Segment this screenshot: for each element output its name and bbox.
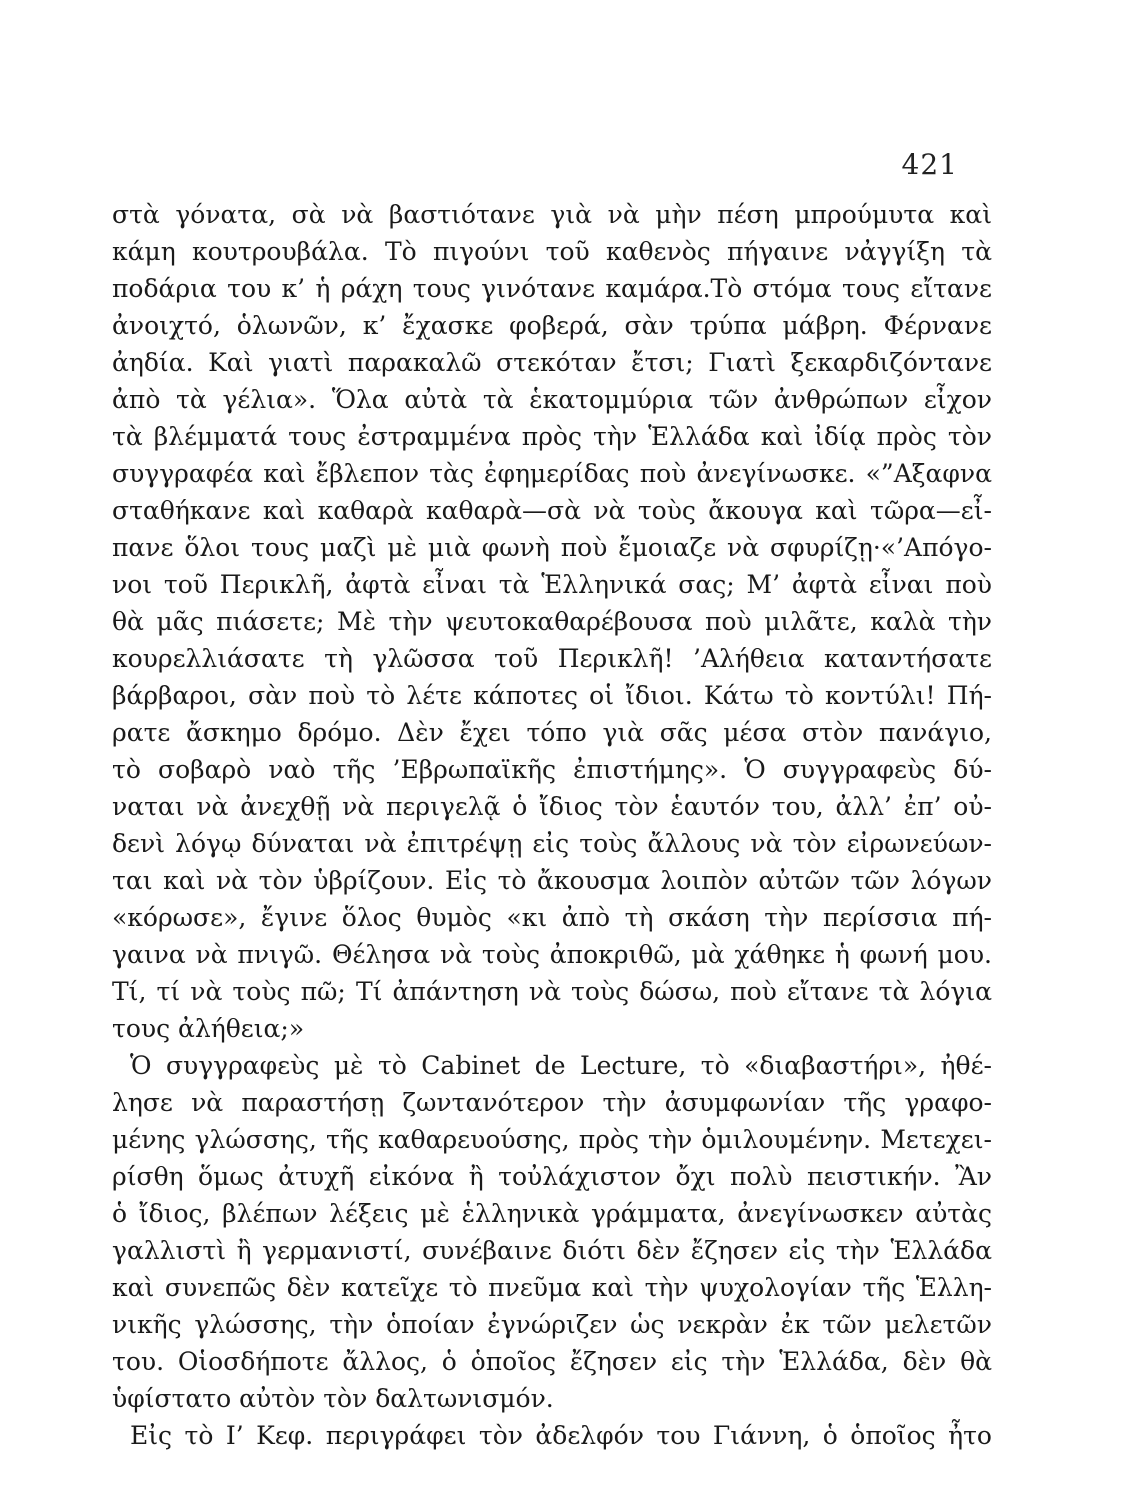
text-line: ρατε ἄσκημο δρόμο. Δὲν ἔχει τόπο γιὰ σᾶς μέσα στὸν πανάγιο,	[112, 718, 992, 747]
text-line: Εἰς τὸ Ι’ Κεφ. περιγράφει τὸν ἀδελφόν του Γιάννη, ὁ ὁποῖος ἦτο	[130, 1421, 992, 1450]
text-line: ναται νὰ ἀνεχθῇ νὰ περιγελᾷ ὁ ἴδιος τὸν ἑαυτόν του, ἀλλ’ ἐπ’ οὐ-	[112, 792, 992, 821]
body-text	[112, 196, 992, 1454]
text-line: ὑφίστατο αὐτὸν τὸν δαλτωνισμόν.	[112, 1384, 554, 1413]
text-line: Τί, τί νὰ τοὺς πῶ; Τί ἀπάντηση νὰ τοὺς δώσω, ποὺ εἴτανε τὰ λόγια	[112, 977, 992, 1006]
text-line: ται καὶ νὰ τὸν ὑβρίζουν. Εἰς τὸ ἄκουσμα λοιπὸν αὐτῶν τῶν λόγων	[112, 866, 992, 895]
text-line: ἀπὸ τὰ γέλια». Ὅλα αὐτὰ τὰ ἑκατομμύρια τῶν ἀνθρώπων εἶχον	[112, 385, 992, 414]
text-line: νοι τοῦ Περικλῆ, ἀφτὰ εἶναι τὰ Ἑλληνικά σας; Μ’ ἀφτὰ εἶναι ποὺ	[112, 570, 992, 599]
text-line: του. Οἱοσδήποτε ἄλλος, ὁ ὁποῖος ἔζησεν εἰς τὴν Ἑλλάδα, δὲν θὰ	[112, 1347, 992, 1376]
text-line: καὶ συνεπῶς δὲν κατεῖχε τὸ πνεῦμα καὶ τὴν ψυχολογίαν τῆς Ἑλλη-	[112, 1273, 992, 1302]
text-line: τους ἀλήθεια;»	[112, 1014, 305, 1043]
text-line: δενὶ λόγῳ δύναται νὰ ἐπιτρέψῃ εἰς τοὺς ἄλλους νὰ τὸν εἰρωνεύων-	[112, 829, 992, 858]
text-line: ποδάρια του κ’ ἡ ράχη τους γινότανε καμάρα.Τὸ στόμα τους εἴτανε	[112, 274, 992, 303]
text-line: γαινα νὰ πνιγῶ. Θέλησα νὰ τοὺς ἀποκριθῶ, μὰ χάθηκε ἡ φωνή μου.	[112, 940, 992, 969]
text-line: ρίσθη ὅμως ἀτυχῆ εἰκόνα ἢ τοὐλάχιστον ὄχι πολὺ πειστικήν. Ἂν	[112, 1162, 992, 1191]
text-line: ἀηδία. Καὶ γιατὶ παρακαλῶ στεκόταν ἔτσι; Γιατὶ ξεκαρδιζόντανε	[112, 348, 992, 377]
text-line: «κόρωσε», ἔγινε ὅλος θυμὸς «κι ἀπὸ τὴ σκάση τὴν περίσσια πή-	[112, 903, 992, 932]
text-line: μένης γλώσσης, τῆς καθαρευούσης, πρὸς τὴν ὁμιλουμένην. Μετεχει-	[112, 1125, 992, 1154]
text-line: ὁ ἴδιος, βλέπων λέξεις μὲ ἑλληνικὰ γράμματα, ἀνεγίνωσκεν αὐτὰς	[112, 1199, 992, 1228]
text-line: Ὁ συγγραφεὺς μὲ τὸ Cabinet de Lecture, τὸ «διαβαστήρι», ἠθέ-	[130, 1051, 992, 1080]
text-line: νικῆς γλώσσης, τὴν ὁποίαν ἐγνώριζεν ὡς νεκρὰν ἐκ τῶν μελετῶν	[112, 1310, 992, 1339]
text-line: πανε ὅλοι τους μαζὶ μὲ μιὰ φωνὴ ποὺ ἔμοιαζε νὰ σφυρίζῃ·«’Απόγο-	[112, 533, 992, 562]
text-line: κάμη κουτρουβάλα. Τὸ πιγούνι τοῦ καθενὸς πήγαινε νἀγγίξη τὰ	[112, 237, 992, 266]
text-line: γαλλιστὶ ἢ γερμανιστί, συνέβαινε διότι δὲν ἔζησεν εἰς τὴν Ἑλλάδα	[112, 1236, 992, 1265]
text-line: κουρελλιάσατε τὴ γλῶσσα τοῦ Περικλῆ! ’Αλήθεια καταντήσατε	[112, 644, 992, 673]
text-line: τὰ βλέμματά τους ἐστραμμένα πρὸς τὴν Ἑλλάδα καὶ ἰδίᾳ πρὸς τὸν	[112, 422, 992, 451]
text-line: σταθήκανε καὶ καθαρὰ καθαρὰ—σὰ νὰ τοὺς ἄκουγα καὶ τῶρα—εἶ-	[112, 496, 992, 525]
text-line: τὸ σοβαρὸ ναὸ τῆς ’Εβρωπαϊκῆς ἐπιστήμης». Ὁ συγγραφεὺς δύ-	[112, 755, 992, 784]
text-line: βάρβαροι, σὰν ποὺ τὸ λέτε κάποτες οἱ ἴδιοι. Κάτω τὸ κοντύλι! Πή-	[112, 681, 992, 710]
text-line: στὰ γόνατα, σὰ νὰ βαστιότανε γιὰ νὰ μὴν πέση μπρούμυτα καὶ	[112, 200, 992, 229]
text-line: θὰ μᾶς πιάσετε; Μὲ τὴν ψευτοκαθαρέβουσα ποὺ μιλᾶτε, καλὰ τὴν	[112, 607, 992, 636]
text-line: λησε νὰ παραστήσῃ ζωντανότερον τὴν ἀσυμφωνίαν τῆς γραφο-	[112, 1088, 992, 1117]
page-number: 421	[901, 148, 958, 181]
text-line: συγγραφέα καὶ ἔβλεπον τὰς ἐφημερίδας ποὺ ἀνεγίνωσκε. «”Αξαφνα	[112, 459, 992, 488]
text-line: ἀνοιχτό, ὁλωνῶν, κ’ ἔχασκε φοβερά, σὰν τρύπα μάβρη. Φέρνανε	[112, 311, 992, 340]
